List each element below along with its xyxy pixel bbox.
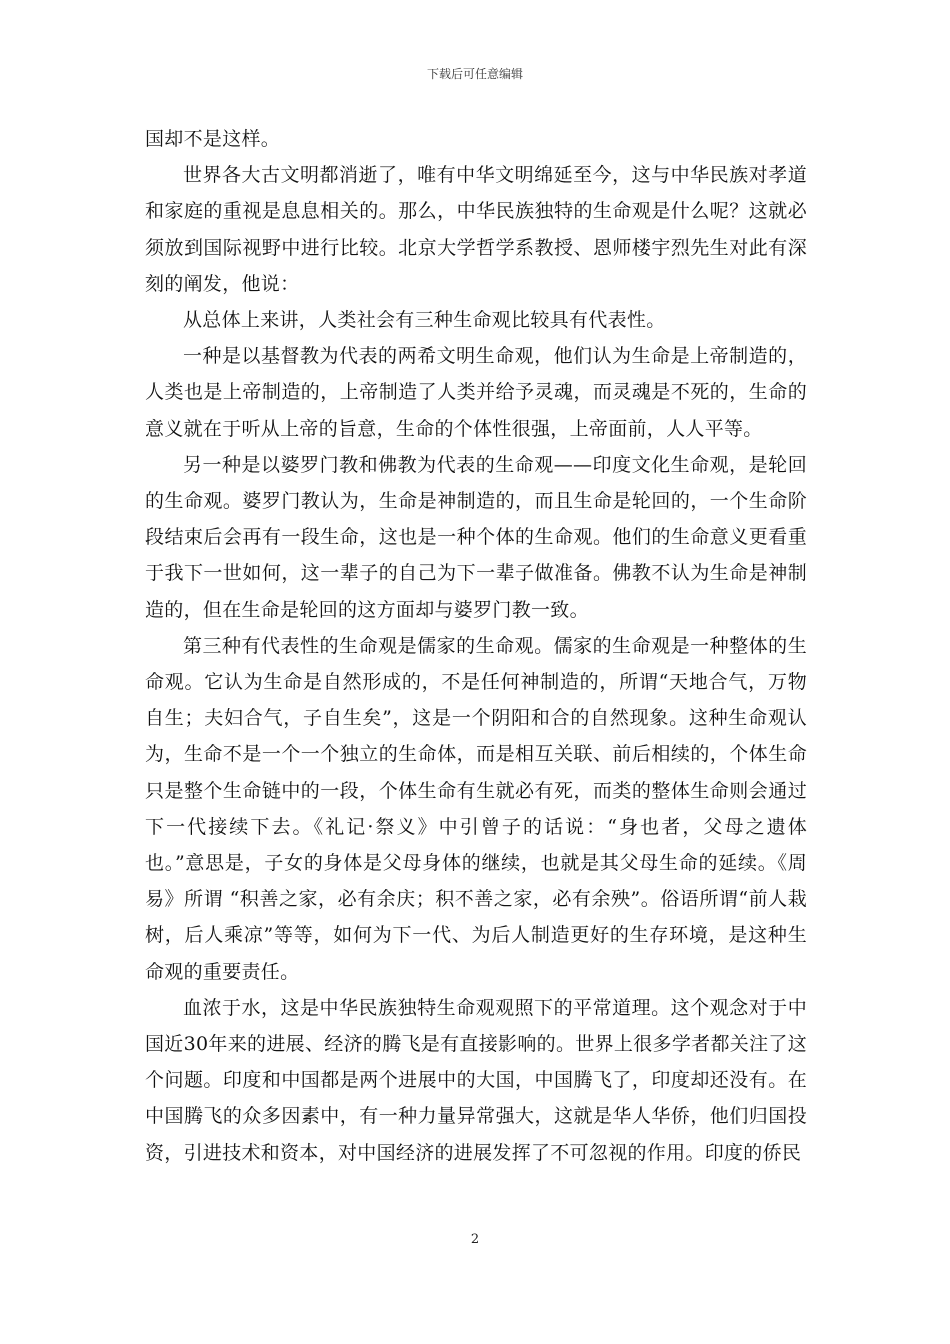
paragraph: 另一种是以婆罗门教和佛教为代表的生命观——印度文化生命观，是轮回的生命观。婆罗门教认为，生命是神制造的，而且生命是轮回的，一个生命阶段结束后会再有一段生命，这也是一种个体的生命观。他们的生命意义更看重于我下一世如何，这一辈子的自己为下一辈子做准备。佛教不认为生命是神制造的，但在生命是轮回的这方面却与婆罗门教一致。 <box>145 453 807 621</box>
page-header: 下载后可任意编辑 <box>426 67 523 81</box>
paragraph: 血浓于水，这是中华民族独特生命观观照下的平常道理。这个观念对于中国近30年来的进展、经济的腾飞是有直接影响的。世界上很多学者都关注了这个问题。印度和中国都是两个进展中的大国，中国腾飞了，印度却还没有。在中国腾飞的众多因素中，有一种力量异常强大，这就是华人华侨，他们归国投资，引进技术和资本，对中国经济的进展发挥了不可忽视的作用。印度的侨民 <box>145 996 807 1164</box>
paragraph: 第三种有代表性的生命观是儒家的生命观。儒家的生命观是一种整体的生命观。它认为生命是自然形成的，不是任何神制造的，所谓“天地合气，万物自生；夫妇合气，子自生矣”，这是一个阴阳和合的自然现象。这种生命观认为，生命不是一个一个独立的生命体，而是相互关联、前后相续的，个体生命只是整个生命链中的一段，个体生命有生就必有死，而类的整体生命则会通过下一代接续下去。《礼记·祭义》中引曾子的话说：“身也者，父母之遗体也。”意思是，子女的身体是父母身体的继续，也就是其父母生命的延续。《周易》所谓 “积善之家，必有余庆；积不善之家，必有余殃”。俗语所谓“前人栽树，后人乘凉”等等，如何为下一代、为后人制造更好的生存环境，是这种生命观的重要责任。 <box>145 634 807 983</box>
paragraph: 从总体上来讲，人类社会有三种生命观比较具有代表性。 <box>183 309 666 332</box>
paragraph: 世界各大古文明都消逝了，唯有中华文明绵延至今，这与中华民族对孝道和家庭的重视是息息相关的。那么，中华民族独特的生命观是什么呢？这就必须放到国际视野中进行比较。北京大学哲学系教授、恩师楼宇烈先生对此有深刻的阐发，他说： <box>145 164 807 295</box>
paragraph-continuation: 国却不是这样。 <box>145 128 281 150</box>
paragraph: 一种是以基督教为代表的两希文明生命观，他们认为生命是上帝制造的，人类也是上帝制造的，上帝制造了人类并给予灵魂，而灵魂是不死的，生命的意义就在于听从上帝的旨意，生命的个体性很强，上帝面前，人人平等。 <box>145 345 807 440</box>
page-number: 2 <box>470 1232 480 1247</box>
document-body <box>145 121 807 1171</box>
